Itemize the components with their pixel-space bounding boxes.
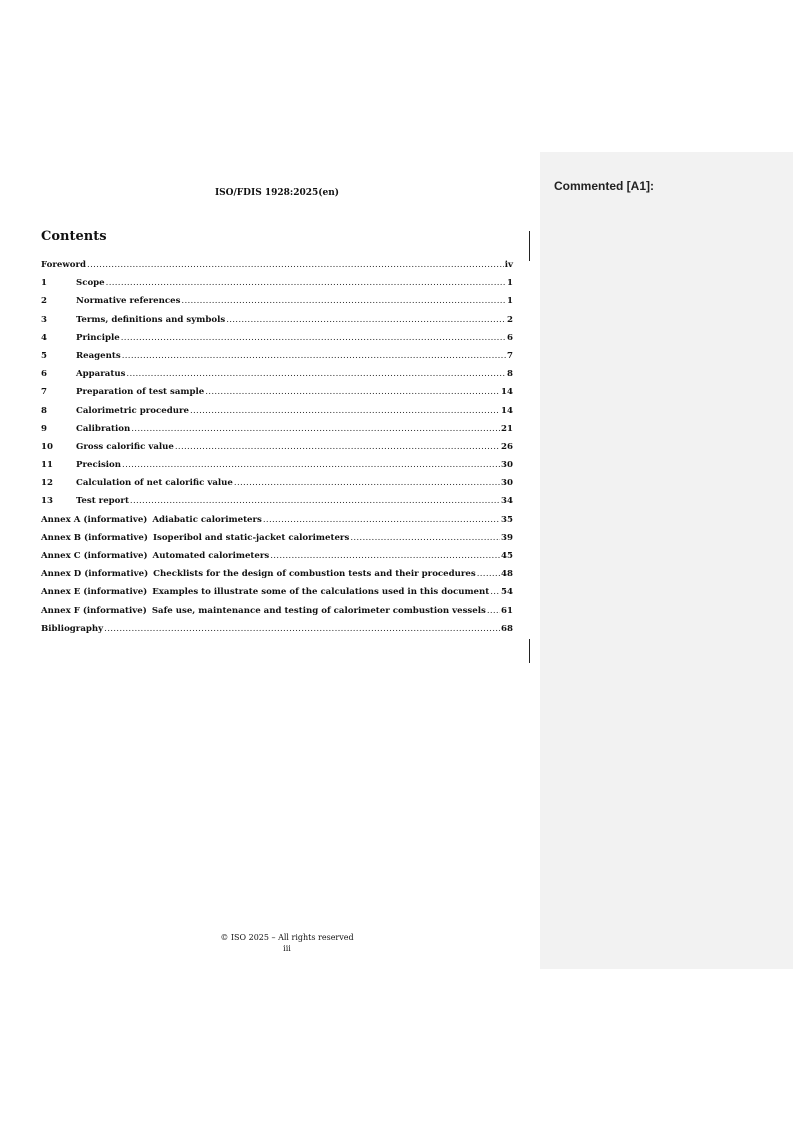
comment-pane-title: Commented [A1]: [554,179,655,193]
toc-entry-number: 8 [41,405,47,416]
change-bar-bottom [529,639,530,663]
toc-entry[interactable] [41,424,513,442]
toc-entry-title: Scope [76,278,105,289]
toc-entry-page: 61 [501,605,513,616]
toc-entry-number: 7 [41,387,47,398]
toc-dot-leader [190,406,500,416]
toc-dot-leader [126,369,506,379]
toc-entry-page: 54 [501,587,513,598]
toc-entry[interactable] [41,333,513,351]
toc-entry-page: 34 [501,496,513,507]
toc-entry-number: 1 [41,278,47,289]
toc-entry[interactable] [41,260,513,278]
toc-entry-annex-label: Annex C (informative) [41,551,148,561]
toc-entry-page: 21 [501,423,513,434]
toc-dot-leader [131,424,500,434]
toc-entry-number: 9 [41,423,47,434]
document-header: ISO/FDIS 1928:2025(en) [214,188,340,198]
toc-entry-annex-label: Annex A (informative) [41,514,148,525]
toc-entry-title: Isoperibol and static-jacket calorimeters [152,532,350,543]
toc-entry[interactable] [41,442,513,460]
toc-entry[interactable] [41,624,513,642]
toc-entry-title: Test report [76,496,129,507]
page-footer [41,932,533,954]
toc-entry-page: 35 [501,514,513,525]
toc-entry-page: 68 [501,623,513,634]
toc-entry-title: Calculation of net calorific value [76,478,233,489]
toc-entry-page: 1 [507,278,513,289]
toc-entry[interactable] [41,387,513,405]
toc-entry-page: iv [504,260,513,270]
toc-entry-number: 6 [41,369,47,380]
toc-entry-number: 11 [41,460,53,471]
toc-entry-title: Calibration [76,423,131,434]
toc-dot-leader [477,569,500,579]
toc-entry-number: 5 [41,350,47,361]
toc-entry-number: 10 [41,441,53,452]
toc-entry[interactable] [41,569,513,587]
toc-entry[interactable] [41,496,513,514]
toc-dot-leader [490,587,500,597]
toc-entry-title: Calorimetric procedure [76,405,189,416]
toc-dot-leader [270,551,500,561]
toc-dot-leader [122,460,500,470]
toc-entry-annex-label: Annex E (informative) [41,587,148,598]
toc-entry[interactable] [41,460,513,478]
toc-entry-page: 26 [501,441,513,452]
toc-dot-leader [487,606,500,616]
toc-entry-annex-label: Annex F (informative) [41,605,147,616]
toc-entry-page: 48 [501,569,513,580]
toc-dot-leader [226,315,506,325]
toc-entry-annex-label: Annex D (informative) [41,569,149,580]
toc-entry-title: Reagents [76,350,121,361]
toc-dot-leader [181,296,506,306]
toc-entry-page: 39 [501,532,513,543]
toc-dot-leader [263,515,500,525]
toc-entry[interactable] [41,278,513,296]
toc-dot-leader [104,624,500,634]
toc-entry[interactable] [41,515,513,533]
toc-entry-title: Principle [76,332,120,343]
toc-entry-page: 14 [501,387,513,398]
toc-entry-page: 6 [507,332,513,343]
toc-entry[interactable] [41,406,513,424]
toc-entry-page: 30 [501,460,513,471]
toc-entry-title: Examples to illustrate some of the calculations used in this document [152,587,490,598]
toc-entry-title: Preparation of test sample [76,387,205,398]
toc-entry-title: Safe use, maintenance and testing of calorimeter combustion vessels [151,605,486,616]
toc-entry-number: 13 [41,496,53,507]
toc-dot-leader [121,333,506,343]
toc-entry-title: Normative references [76,296,181,307]
toc-entry-number: 2 [41,296,47,307]
toc-entry-title: Apparatus [76,369,126,380]
toc-entry[interactable] [41,369,513,387]
toc-entry-title: Checklists for the design of combustion tests and their procedures [153,569,476,580]
toc-entry[interactable] [41,351,513,369]
toc-entry-page: 45 [501,551,513,561]
toc-entry-page: 8 [507,369,513,380]
toc-dot-leader [350,533,500,543]
toc-dot-leader [130,496,500,506]
toc-entry-page: 7 [507,350,513,361]
page-number: iii [283,944,291,953]
comment-pane [540,152,793,969]
toc-entry-title: Terms, definitions and symbols [76,314,226,325]
contents-heading: Contents [41,229,107,244]
toc-entry-title: Gross calorific value [76,441,174,452]
toc-entry-annex-label: Annex B (informative) [41,532,148,543]
toc-entry-title: Bibliography [41,623,104,634]
toc-entry-number: 12 [41,478,53,489]
toc-entry[interactable] [41,587,513,605]
copyright-notice: © ISO 2025 – All rights reserved [220,933,354,942]
toc-dot-leader [122,351,506,361]
toc-dot-leader [175,442,500,452]
toc-entry[interactable] [41,551,513,569]
table-of-contents [41,260,513,642]
toc-dot-leader [205,387,500,397]
toc-dot-leader [234,478,500,488]
change-bar-top [529,231,530,261]
toc-entry[interactable] [41,296,513,314]
toc-entry-title: Precision [76,460,122,471]
toc-entry[interactable] [41,315,513,333]
toc-entry-number: 4 [41,332,47,343]
toc-entry[interactable] [41,478,513,496]
toc-entry-number: 3 [41,314,47,325]
toc-dot-leader [87,260,504,270]
toc-entry[interactable] [41,606,513,624]
toc-dot-leader [106,278,506,288]
toc-entry-page: 1 [507,296,513,307]
toc-entry-page: 14 [501,405,513,416]
toc-entry-title: Foreword [41,260,87,270]
toc-entry[interactable] [41,533,513,551]
toc-entry-page: 2 [507,314,513,325]
toc-entry-page: 30 [501,478,513,489]
toc-entry-title: Automated calorimeters [152,551,270,561]
toc-entry-title: Adiabatic calorimeters [152,514,262,525]
